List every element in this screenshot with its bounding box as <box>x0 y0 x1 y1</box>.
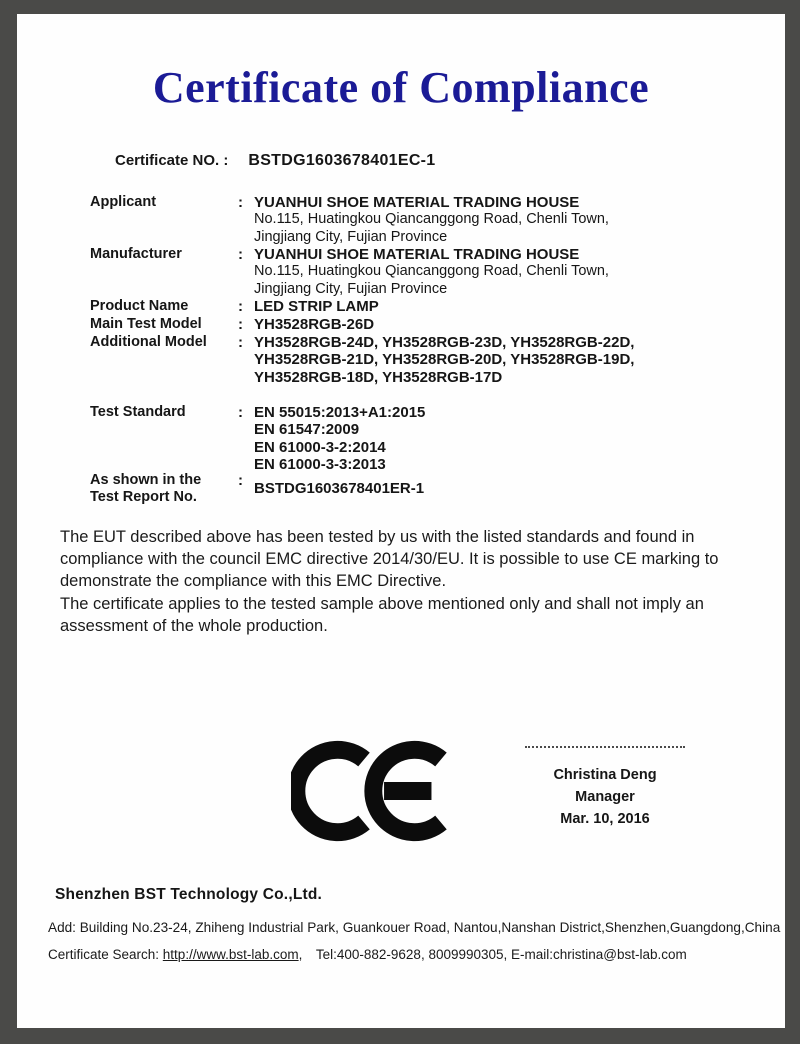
signature-date: Mar. 10, 2016 <box>560 811 650 827</box>
certificate-search-link[interactable]: http://www.bst-lab.com <box>162 947 299 962</box>
footer-company-name: Shenzhen BST Technology Co.,Ltd. <box>55 886 323 903</box>
field-applicant: Applicant : YUANHUI SHOE MATERIAL TRADING HOUSE No.115, Huatingkou Qiancanggong Road, Chenli Town, Jingjiang City, Fujian Province <box>90 194 765 246</box>
field-label: Main Test Model <box>90 316 202 332</box>
field-label: As shown in the Test Report No. <box>90 472 202 506</box>
field-additional-model: Additional Model : YH3528RGB-24D, YH3528RGB-23D, YH3528RGB-22D, YH3528RGB-21D, YH3528RGB-20D, YH3528RGB-19D, YH3528RGB-18D, YH3528RGB-17D <box>90 334 765 386</box>
ce-mark-icon <box>291 726 461 856</box>
field-value: EN 55015:2013+A1:2015 EN 61547:2009 EN 61000-3-2:2014 EN 61000-3-3:2013 <box>254 404 426 473</box>
certificate-number <box>115 152 436 170</box>
field-test-standard: Test Standard : EN 55015:2013+A1:2015 EN 61547:2009 EN 61000-3-2:2014 EN 61000-3-3:2013 <box>90 404 765 473</box>
field-label: Test Standard <box>90 404 186 420</box>
footer-address: Add: Building No.23-24, Zhiheng Industrial Park, Guankouer Road, Nantou,Nanshan District,Shenzhen,Guangdong,China <box>48 920 781 935</box>
field-label: Applicant <box>90 194 157 210</box>
footer-contact-info: , Tel:400-882-9628, 8009990305, E-mail:christina@bst-lab.com <box>298 947 687 962</box>
certificate-number-label: Certificate NO. : <box>115 152 229 169</box>
field-label: Manufacturer <box>90 246 182 262</box>
field-product-name: Product Name : LED STRIP LAMP <box>90 298 765 315</box>
field-label: Product Name <box>90 298 189 314</box>
statement-paragraph-2: The certificate applies to the tested sample above mentioned only and shall not imply an assessment of the whole production. <box>60 594 704 635</box>
certificate-number-value: BSTDG1603678401EC-1 <box>248 152 436 169</box>
page-title: Certificate of Compliance <box>152 63 650 112</box>
signer-role: Manager <box>575 789 635 805</box>
field-value: YH3528RGB-24D, YH3528RGB-23D, YH3528RGB-22D, YH3528RGB-21D, YH3528RGB-20D, YH3528RGB-19D, YH3528RGB-18D, YH3528RGB-17D <box>254 334 635 386</box>
field-value: YH3528RGB-26D <box>254 316 375 333</box>
compliance-statement <box>60 526 750 637</box>
footer-search-line <box>48 947 687 962</box>
footer-search-label: Certificate Search: <box>48 947 163 962</box>
field-test-report-no: As shown in the Test Report No. : BSTDG1603678401ER-1 <box>90 472 765 507</box>
signature-line <box>525 746 685 748</box>
field-label: Additional Model <box>90 334 207 350</box>
statement-paragraph-1: The EUT described above has been tested by us with the listed standards and found in compliance with the council EMC directive 2014/30/EU. It is possible to use CE marking to demonstrate the compliance with this EMC Directive. <box>60 528 719 591</box>
field-value: YUANHUI SHOE MATERIAL TRADING HOUSE No.115, Huatingkou Qiancanggong Road, Chenli Town, Jingjiang City, Fujian Province <box>254 246 609 297</box>
field-value: LED STRIP LAMP <box>254 298 379 315</box>
field-value: YUANHUI SHOE MATERIAL TRADING HOUSE No.115, Huatingkou Qiancanggong Road, Chenli Town, Jingjiang City, Fujian Province <box>254 194 609 245</box>
signature-block <box>521 740 689 830</box>
signer-name: Christina Deng <box>553 767 657 783</box>
field-main-test-model: Main Test Model : YH3528RGB-26D <box>90 316 765 333</box>
field-manufacturer: Manufacturer : YUANHUI SHOE MATERIAL TRADING HOUSE No.115, Huatingkou Qiancanggong Road, Chenli Town, Jingjiang City, Fujian Province <box>90 246 765 298</box>
certificate-page <box>17 14 785 1028</box>
field-value: BSTDG1603678401ER-1 <box>254 480 425 497</box>
